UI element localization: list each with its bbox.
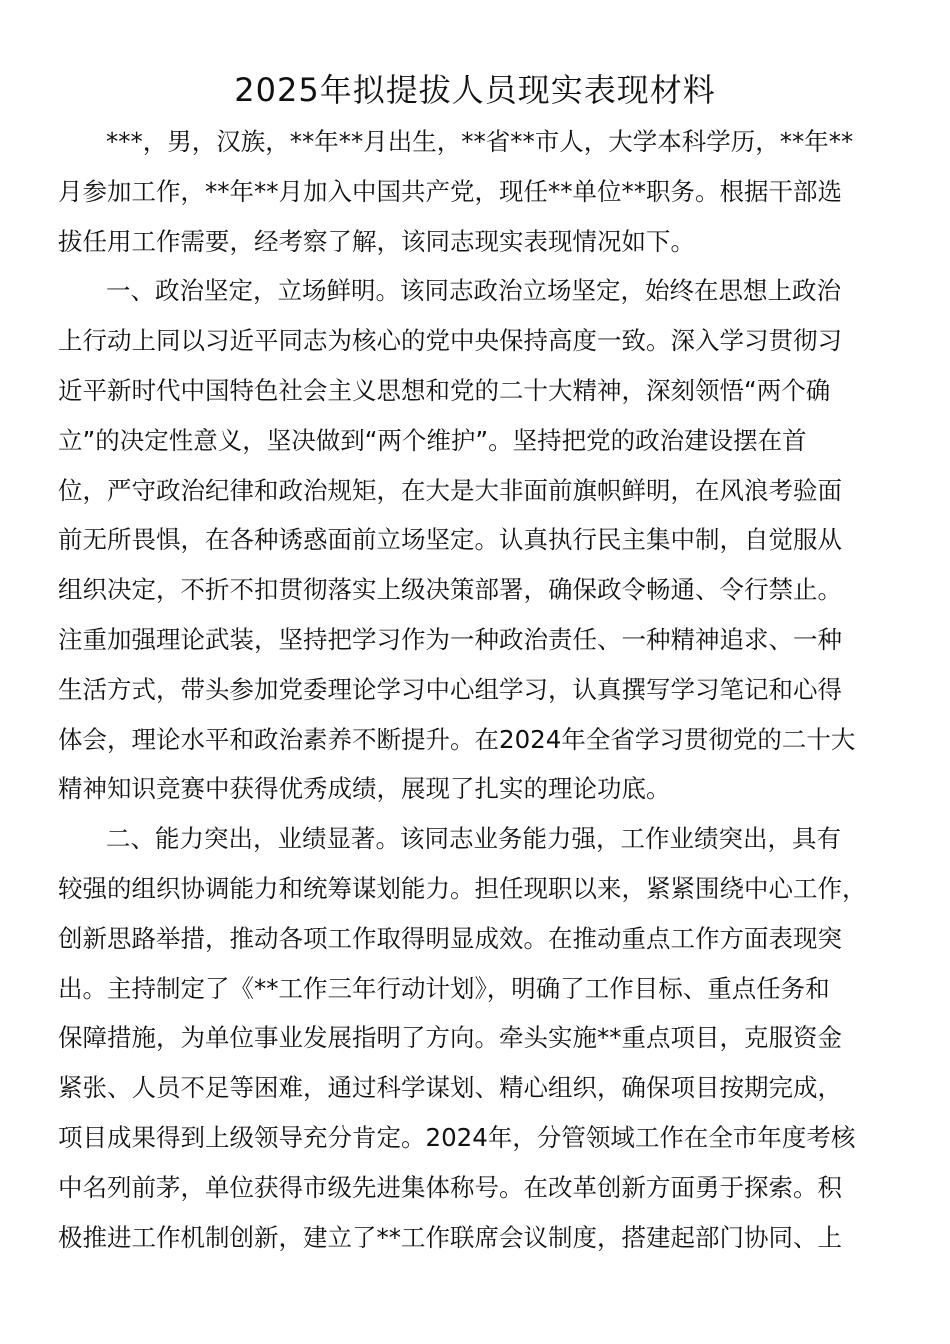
document-body (58, 117, 898, 1262)
body-line: 紧张、人员不足等困难，通过科学谋划、精心组织，确保项目按期完成， (58, 1073, 842, 1103)
body-line: 极推进工作机制创新，建立了**工作联席会议制度，搭建起部门协同、上 (58, 1222, 842, 1252)
document-title: 2025年拟提拔人员现实表现材料 (234, 71, 716, 109)
body-line: 拔任用工作需要，经考察了解，该同志现实表现情况如下。 (58, 226, 695, 256)
body-line: 二、能力突出，业绩显著。该同志业务能力强，工作业绩突出，具有 (106, 824, 841, 854)
body-line: 体会，理论水平和政治素养不断提升。在2024年全省学习贯彻党的二十大 (58, 724, 856, 754)
body-line: 近平新时代中国特色社会主义思想和党的二十大精神，深刻领悟“两个确 (58, 375, 831, 405)
body-line: 精神知识竞赛中获得优秀成绩，展现了扎实的理论功底。 (58, 774, 671, 804)
body-line: 注重加强理论武装，坚持把学习作为一种政治责任、一种精神追求、一种 (58, 624, 842, 654)
body-line: 保障措施，为单位事业发展指明了方向。牵头实施**重点项目，克服资金 (58, 1023, 842, 1053)
body-line: 一、政治坚定，立场鲜明。该同志政治立场坚定，始终在思想上政治 (106, 276, 841, 306)
body-line: 创新思路举措，推动各项工作取得明显成效。在推动重点工作方面表现突 (58, 923, 842, 953)
body-line: 组织决定，不折不扣贯彻落实上级决策部署，确保政令畅通、令行禁止。 (58, 575, 842, 605)
body-line: 生活方式，带头参加党委理论学习中心组学习，认真撰写学习笔记和心得 (58, 674, 842, 704)
body-line: 前无所畏惧，在各种诱惑面前立场坚定。认真执行民主集中制，自觉服从 (58, 525, 842, 555)
body-line: 上行动上同以习近平同志为核心的党中央保持高度一致。深入学习贯彻习 (58, 326, 842, 356)
body-line: 项目成果得到上级领导充分肯定。2024年，分管领域工作在全市年度考核 (58, 1122, 856, 1152)
body-line: ***，男，汉族，**年**月出生，**省**市人，大学本科学历，**年** (106, 127, 854, 156)
body-line: 月参加工作，**年**月加入中国共产党，现任**单位**职务。根据干部选 (58, 176, 842, 206)
body-line: 出。主持制定了《**工作三年行动计划》，明确了工作目标、重点任务和 (58, 973, 830, 1003)
body-line: 中名列前茅，单位获得市级先进集体称号。在改革创新方面勇于探索。积 (58, 1172, 842, 1202)
body-line: 较强的组织协调能力和统筹谋划能力。担任现职以来，紧紧围绕中心工作， (58, 873, 867, 903)
body-line: 立”的决定性意义，坚决做到“两个维护”。坚持把党的政治建设摆在首 (58, 425, 807, 455)
body-line: 位，严守政治纪律和政治规矩，在大是大非面前旗帜鲜明，在风浪考验面 (58, 475, 842, 505)
